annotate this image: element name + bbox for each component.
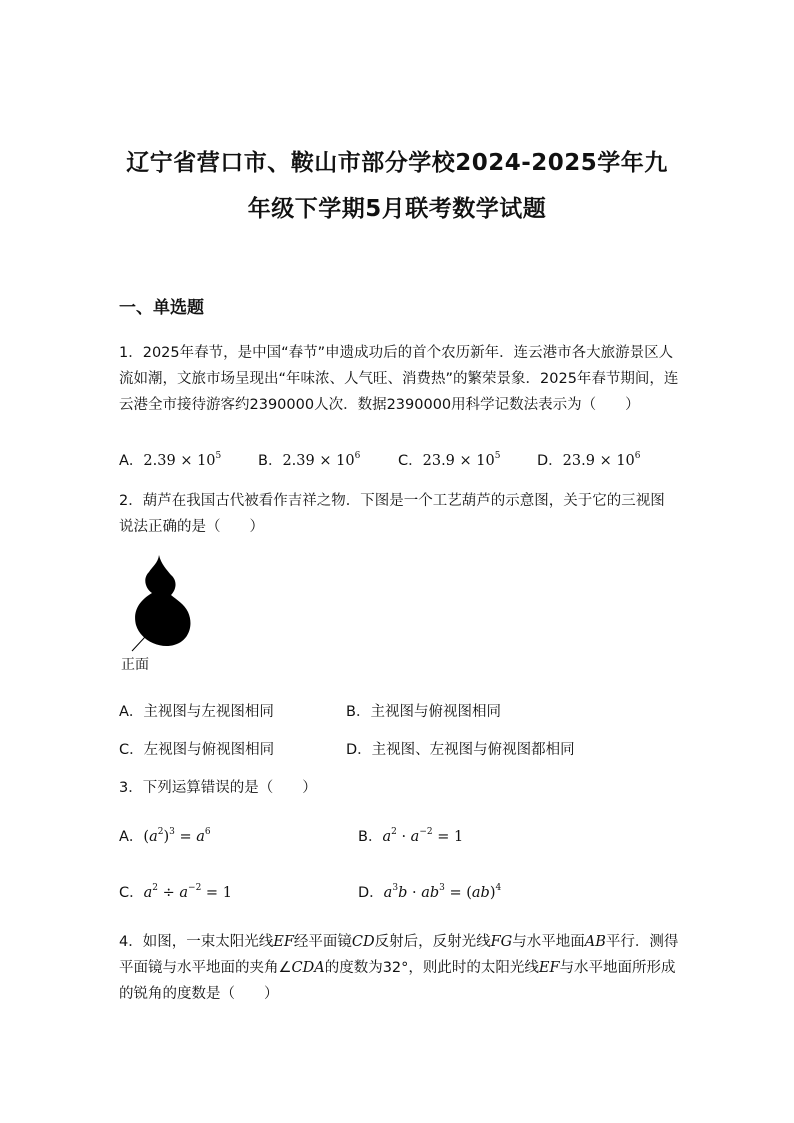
option-label: D． [537, 453, 563, 469]
exam-title-line2: 年级下学期5月联考数学试题 [247, 196, 547, 222]
option-exponent: 6 [634, 451, 641, 461]
question-1-option-d [537, 450, 641, 472]
exam-title-line1: 辽宁省营口市、鞍山市部分学校2024-2025学年九 [126, 150, 668, 176]
question-1-option-a [119, 450, 221, 472]
exam-title [100, 140, 694, 232]
option-label: C． [119, 885, 144, 901]
option-label: B． [258, 453, 283, 469]
option-exponent: 5 [215, 451, 222, 461]
option-expression: $a^2 \div a^{-2} = 1$ [143, 883, 232, 901]
option-label: A． [119, 453, 144, 469]
option-expression: $a^3b \cdot ab^3 = (ab)^4$ [383, 883, 502, 901]
question-2-text: 2．葫芦在我国古代被看作吉祥之物．下图是一个工艺葫芦的示意图，关于它的三视图说法正确的是（ ） [119, 493, 665, 535]
question-1-text: 1．2025年春节，是中国“春节”申遗成功后的首个农历新年．连云港市各大旅游景区人流如潮，文旅市场呈现出“年味浓、人气旺、消费热”的繁荣景象．2025年春节期间，连云港全市接待游客约2390000人次．数据2390000用科学记数法表示为（ ） [119, 345, 679, 413]
question-3-option-c [119, 882, 232, 904]
question-2-option-b: B．主视图与俯视图相同 [346, 704, 501, 720]
question-2-option-a: A．主视图与左视图相同 [119, 704, 274, 720]
front-pointer-line [132, 637, 145, 651]
option-label: C． [398, 453, 423, 469]
option-base: 2.39 × 10 [282, 453, 355, 469]
question-3-text: 3．下列运算错误的是（ ） [119, 780, 317, 796]
question-2-option-c: C．左视图与俯视图相同 [119, 742, 275, 758]
option-base: 23.9 × 10 [562, 453, 635, 469]
option-base: 2.39 × 10 [143, 453, 216, 469]
question-3-option-d [358, 882, 501, 904]
option-base: 23.9 × 10 [422, 453, 495, 469]
option-exponent: 5 [494, 451, 501, 461]
question-1-option-b [258, 450, 360, 472]
question-2-option-d: D．主视图、左视图与俯视图都相同 [346, 742, 575, 758]
gourd-figure [118, 555, 208, 655]
question-1-option-c [398, 450, 500, 472]
option-expression: $(a^2)^3 = a^6$ [143, 827, 211, 845]
section-heading: 一、单选题 [119, 298, 204, 318]
option-label: A． [119, 829, 144, 845]
question-3-option-a [119, 826, 211, 848]
question-4-text: 4．如图，一束太阳光线EF经平面镜CD反射后，反射光线FG与水平地面AB平行．测得平面镜与水平地面的夹角∠CDA的度数为32°，则此时的太阳光线EF与水平地面所形成的锐角的度数是（ ） [119, 934, 679, 1002]
front-view-label: 正面 [121, 657, 149, 673]
gourd-silhouette [135, 555, 190, 646]
option-expression: $a^2 \cdot a^{-2} = 1$ [382, 827, 464, 845]
question-3-option-b [358, 826, 463, 848]
option-label: B． [358, 829, 383, 845]
option-exponent: 6 [354, 451, 361, 461]
option-label: D． [358, 885, 384, 901]
